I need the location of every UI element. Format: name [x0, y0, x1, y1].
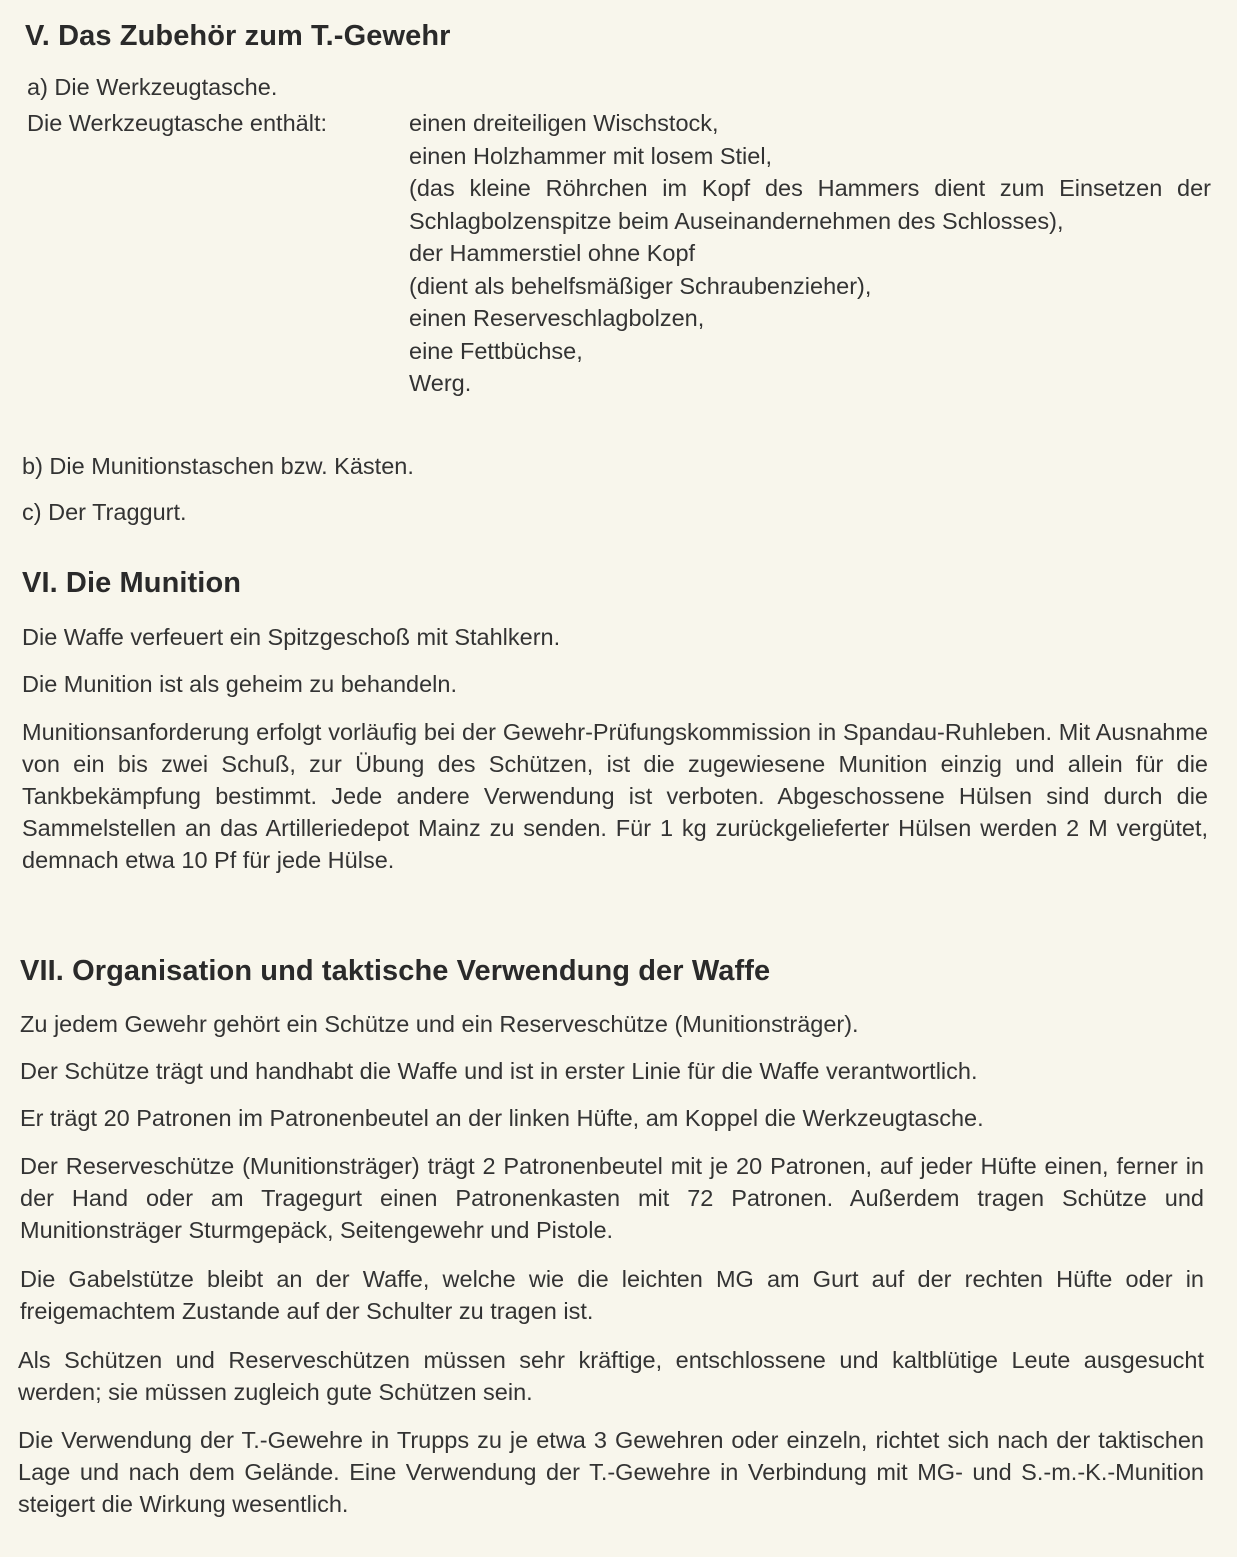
section-v-title: V. Das Zubehör zum T.-Gewehr — [25, 20, 451, 52]
list-item: eine Fettbüchse, — [409, 337, 583, 364]
tool-bag-contents-list — [409, 107, 1211, 400]
list-item: (dient als behelfsmäßiger Schraubenzieher), — [409, 272, 872, 299]
section-v-b: b) Die Munitionstaschen bzw. Kästen. — [22, 453, 414, 479]
list-item: der Hammerstiel ohne Kopf — [409, 240, 696, 266]
section-vi-paragraph: Die Waffe verfeuert ein Spitzgeschoß mit Stahlkern. — [22, 624, 561, 650]
section-vii-title: VII. Organisation und taktische Verwendung der Waffe — [20, 955, 771, 987]
section-v-a-label: Die Werkzeugtasche enthält: — [27, 110, 328, 136]
section-vii-paragraph: Die Verwendung der T.-Gewehre in Trupps zu je etwa 3 Gewehren oder einzeln, richtet sich nach der taktischen Lage und nach dem Gelände. Eine Verwendung der T.-Gewehre in Verbindung mit MG- und S.-m.-K.-Munition steigert die Wirkung wesentlich. — [18, 1427, 1204, 1517]
section-vii-paragraph: Der Schütze trägt und handhabt die Waffe und ist in erster Linie für die Waffe verantwortlich. — [20, 1058, 978, 1084]
section-v-c: c) Der Traggurt. — [22, 499, 187, 525]
section-v-a-heading: a) Die Werkzeugtasche. — [27, 74, 278, 100]
list-item: einen Holzhammer mit losem Stiel, — [409, 142, 773, 169]
section-vii-paragraph: Der Reserveschütze (Munitionsträger) trägt 2 Patronenbeutel mit je 20 Patronen, auf jeder Hüfte einen, ferner in der Hand oder am Tragegurt einen Patronenkasten mit 72 Patronen. Außerdem tragen Schütze und Munitionsträger Sturmgepäck, Seitengewehr und Pistole. — [20, 1153, 1204, 1243]
list-item: Werg. — [409, 370, 472, 396]
list-item: einen dreiteiligen Wischstock, — [409, 110, 719, 136]
section-vi-paragraph: Munitionsanforderung erfolgt vorläufig bei der Gewehr-Prüfungskommission in Spandau-Ruhleben. Mit Ausnahme von ein bis zwei Schuß, zur Übung des Schützen, ist die zugewiesene Munition einzig und allein für die Tankbekämpfung bestimmt. Jede andere Verwendung ist verboten. Abgeschossene Hülsen sind durch die Sammelstellen an das Artilleriedepot Mainz zu senden. Für 1 kg zurückgelieferter Hülsen werden 2 M vergütet, demnach etwa 10 Pf für jede Hülse. — [22, 719, 1208, 873]
list-item: (das kleine Röhrchen im Kopf des Hammers dient zum Einsetzen der Schlagbolzenspitze beim Auseinandernehmen des Schlosses), — [409, 175, 1211, 234]
section-vii-paragraph: Die Gabelstütze bleibt an der Waffe, welche wie die leichten MG am Gurt auf der rechten Hüfte oder in freigemachtem Zustande auf der Schulter zu tragen ist. — [20, 1266, 1204, 1324]
section-vii-paragraph: Zu jedem Gewehr gehört ein Schütze und ein Reserveschütze (Munitionsträger). — [20, 1011, 859, 1037]
section-vi-paragraph: Die Munition ist als geheim zu behandeln. — [22, 671, 458, 697]
section-vi-title: VI. Die Munition — [22, 567, 242, 599]
section-vii-paragraph: Als Schützen und Reserveschützen müssen sehr kräftige, entschlossene und kaltblütige Leute ausgesucht werden; sie müssen zugleich gute Schützen sein. — [18, 1347, 1204, 1405]
section-vii-paragraph: Er trägt 20 Patronen im Patronenbeutel an der linken Hüfte, am Koppel die Werkzeugtasche. — [20, 1105, 984, 1131]
list-item: einen Reserveschlagbolzen, — [409, 305, 705, 331]
